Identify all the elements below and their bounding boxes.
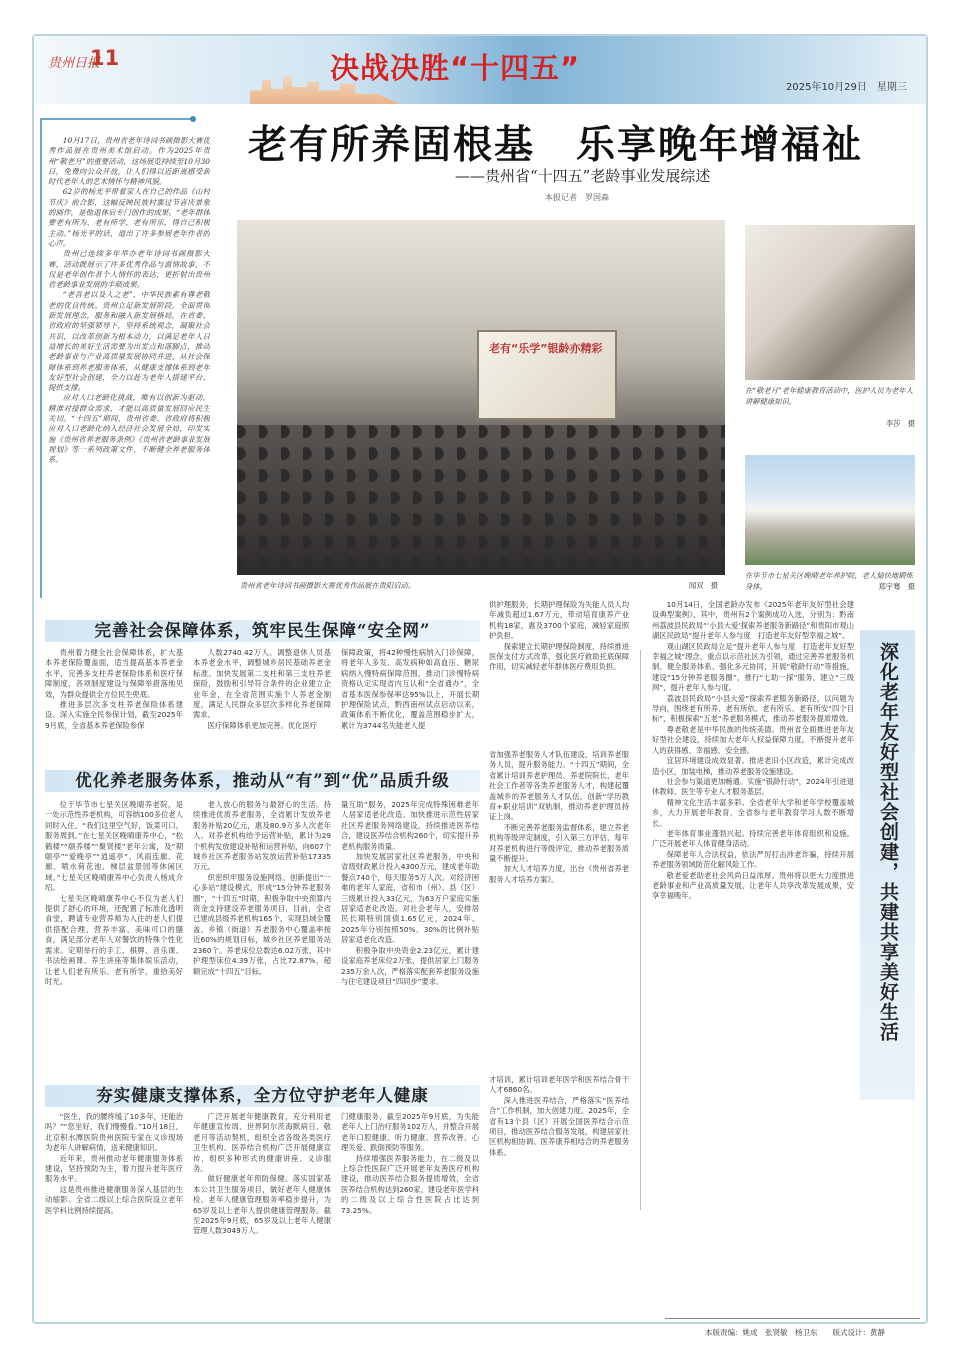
paragraph: 门健康服务，截至2025年9月底，为失能老年人上门治疗服务102万人，并整合开展老年口腔健康、听力健康、营养改善、心理关爱、跌倒预防等服务。	[341, 1112, 479, 1153]
paragraph: 贵州已连续多年举办老年诗词书画摄影大赛，活动既展示了许多优秀作品与温情故事，不仅是老年创作者个人情怀的表达，更折射出贵州省老龄事业发展的丰硕成果。	[48, 249, 210, 290]
text-column	[341, 648, 479, 732]
paragraph: 省加强养老服务人才队伍建设，培训养老服务人员，提升服务能力。“十四五”期间，全省累计培训养老护理员、养老院院长、老年社会工作者等各类养老服务人才，构建起覆盖城乡的养老服务人才队伍。创新“学历教育+职业培训”双轨制，推动养老护理员持证上岗。	[489, 750, 629, 822]
paragraph: 位于毕节市七星关区晚晴养老院，是一处示范性养老机构，可容纳100多位老人同时入住。“我们这里空气好，饭菜可口，服务周到。”在七星关区晚晴康养中心，“松鹤楼”“颐养楼”“聚贤楼”老年公寓，及“期颐亭”“爱晚亭”“逍遥亭”、风雨连廊、花廊、喷水荷花池、梯层盆景园等休闲区域。”七星关区晚晴康养中心负责人杨成介绍。	[45, 800, 183, 893]
nursing-home-photo	[745, 455, 915, 565]
paragraph: 加大人才培养力度，出台《贵州省养老服务人才培养方案》。	[489, 864, 629, 884]
paragraph: 持续增强医养服务能力，在二级及以上综合性医院广泛开展老年友善医疗机构建设，推动医养结合服务提质增效，全省医养结合机构达到260家，建设老年医学科的二级及以上综合性医院占比达到73.25%。	[341, 1153, 479, 1215]
paragraph: 社会参与渠道更加畅通。实施“银龄行动”，2024年引进退休教师、医生等专业人才服务基层。	[652, 776, 854, 797]
text-column	[341, 1112, 479, 1297]
paragraph: 观山湖区民政局立足“提升老年人参与度 打造老年友好型幸福之城”理念，重点以示范社区为引领，通过完善养老服务机制、健全服务体系、强化多元协同，开展“敬龄行动”等措施，建设“15分钟养老服务圈”，推行“七助一探”服务，建立“三级网”，提升老年人参与度。	[652, 641, 854, 693]
paragraph: 广泛开展老年健康教育，充分利用老年健康宣传周、世界阿尔茨海默病日、敬老月等活动契机，组织全省各级各类医疗卫生机构、医养结合机构广泛开展健康宣传，组织多种形式的健康讲座、义诊服务。	[193, 1112, 331, 1174]
paper-logo: 贵州日报	[48, 56, 101, 71]
photo-credit: 郑宇骞 摄	[878, 582, 915, 591]
paragraph: 不断完善养老服务监督体系，建立养老机构等级评定制度，引入第三方评估，每年对养老机构进行等级评定，推动养老服务质量不断提升。	[489, 822, 629, 864]
text-column	[45, 800, 183, 1042]
intro-text	[48, 136, 210, 591]
paragraph: 织密织牢服务设施网络。创新提出“一心多站”建设模式，形成“15分钟养老服务圈”，“十四五”时期，积极争取中央预算内资金支持建设养老服务项目，目前，全省已建成县级养老机构165个，实现县域全覆盖，乡镇（街道）养老服务中心覆盖率接近60%的规划目标，城乡社区养老服务站2360个。养老床位总数达6.02万张，其中护理型床位4.39万张，占比72.87%，超额完成“十四五”目标。	[193, 872, 331, 976]
paragraph: 七星关区晚晴康养中心不仅为老人们提供了舒心的环境，还配置了标准化透明食堂，聘请专业营养师为入住的老人们提供搭配合理、营养丰富、美味可口的膳食，满足部分老年人对餐饮的特殊个性化需求。定期举行的手工、棋牌、音乐课、书法绘画课、养生讲座等集体娱乐活动，让老人们老有所乐、老有所学，重拾美好时光。	[45, 893, 183, 986]
text-column	[193, 800, 331, 1042]
section-heading-elderly-services: 优化养老服务体系，推动从“有”到“优”品质升级	[45, 770, 480, 792]
caption-text: 在毕节市七星关区晚晴老年养护院，老人愉快地锻炼身体。	[745, 571, 913, 591]
editor-credits: 本版责编：姚成 张贤敏 杨卫东 版式设计：黄静	[705, 1328, 885, 1337]
byline: 本报记者 罗国森	[545, 193, 609, 202]
intro-rule	[42, 118, 192, 120]
text-column	[45, 648, 183, 732]
paragraph: 供护理服务，长期护理保险为失能人员人均年减负超过1.67万元，带动培育康养产业机构18家，惠及3700个家庭，减轻家庭照护负担。	[489, 600, 629, 641]
exhibition-board	[477, 330, 617, 420]
photo-credit: 李莎 摄	[885, 419, 915, 428]
paragraph: 荔波县民政局“小县大爱”探索养老服务新路径，以问题为导向，围绕老有所养、老有所依、老有所乐、老有所安“四个目标”，积极探索“五老”养老服务模式，推动养老服务提质增效。	[652, 693, 854, 724]
nursing-photo-caption	[745, 570, 915, 592]
paragraph: 加快发展居家社区养老服务，中央和省级财政累计投入4300万元，建成老年助餐点740个，每天服务5万人次。对经济困难的老年人家庭，省和市（州）、县（区）三级累计投入33亿元，为63万户家庭实施居家适老化改造。对社会老年人，安排居民长期特别国债1.65亿元，2024年、2025年分别按照50%、30%的比例补贴居家适老化改造。	[341, 852, 479, 945]
page-number: 11	[90, 46, 120, 70]
board-text: 老有“乐学”银龄亦精彩	[489, 342, 603, 355]
paragraph: 尊老敬老是中华民族的传统美德。贵州省全面推进老年友好型社会建设，持续加大老年人权益保障力度，不断提升老年人的获得感、幸福感、安全感。	[652, 724, 854, 755]
crowd	[237, 425, 725, 575]
main-photo-caption	[240, 580, 718, 591]
subheadline: ——贵州省“十四五”老龄事业发展综述	[455, 167, 711, 185]
paragraph: 62岁的杨光平带着家人在自己的作品《山村节庆》前合影，这幅反映民族村寨过节喜庆景象的画作，是他退休后专门创作的成果。“老年群体要老有所为、老有所学、老有所乐，得自己积极主动。”杨光平的话，道出了许多参展老年作者的心声。	[48, 187, 210, 248]
text-column	[489, 750, 629, 1060]
section-heading-health-support: 夯实健康支撑体系，全方位守护老年人健康	[45, 1085, 480, 1107]
paragraph: 老人放心的服务与最舒心的生活。持续推进优质养老服务，全省累计发放养老服务补贴20亿元，惠及80.9万多人次老年人。对养老机构给予运营补贴，累计为29个机构发放建设补贴和运营补贴，向607个城乡社区养老服务站发放运营补贴17335万元。	[193, 800, 331, 872]
paragraph: 这是贵州推进健康服务深入基层的生动缩影。全省二级以上综合医院设立老年医学科比例持续提高。	[45, 1184, 183, 1215]
paragraph: 10月17日，贵州省老年诗词书画摄影大赛优秀作品展在贵州美术馆启动。作为2025年贵州“敬老月”的重要活动，这场展览持续至10月30日，免费向公众开放，让人们得以近距离感受新时代老年人的艺术情怀与精神风貌。	[48, 136, 210, 187]
paragraph: “医生，我的腰疼缓了10多年，还能治吗？”“您坐好，我们慢慢看。”10月18日，北京积水潭医院贵州医院专家在义诊现场为老年人讲解病情，送来健康知识。	[45, 1112, 183, 1153]
paragraph: 深入推进医养结合，严格落实“医养结合”工作机制，加大创建力度。2025年，全省有13个县（区）开展全国医养结合示范项目，推动医养结合服务发展，构建居家社区机构相协调、医养康养相结合的养老服务体系。	[489, 1095, 629, 1157]
paragraph: 精神文化生活丰富多彩。全省老年大学和老年学校覆盖城乡，大力开展老年教育，全省参与老年教育学习人数不断增长。	[652, 797, 854, 828]
photo-credit: 闻双 摄	[688, 581, 718, 590]
paragraph: 人数2740.42万人。调整退休人员基本养老金水平，调整城乡居民基础养老金标准。加快发展第二支柱和第三支柱养老保险，鼓励和引导符合条件的企业建立企业年金，在全省范围实施个人养老金制度，满足人民群众多层次多样化养老保障需求。	[193, 648, 331, 720]
paragraph: 医疗保障体系更加完善。优化医疗	[207, 720, 318, 730]
intro-box	[40, 118, 212, 598]
paragraph: 应对人口老龄化挑战，唯有以创新为驱动，精准对接群众需求，才能以高质量发展回应民生关切。“十四五”期间，贵州省委、省政府将积极应对人口老龄化纳入经济社会发展全局，印发实施《贵州省养老服务条例》《贵州省老龄事业发展规划》等一系列政策文件，不断健全养老服务体系。	[48, 393, 210, 465]
caption-text: 在“敬老月”老年健康教育活动中，医护人员为老年人讲解健康知识。	[745, 386, 913, 406]
paragraph: 保障政策，将42种慢性病纳入门诊保障，将老年人多发、高发病种如高血压、糖尿病纳入慢特病保障范围，推动门诊慢特病资格认定实现省内互认和“全省通办”，全省基本医保参保率达95%以上，开展长期护理保险试点，黔西南州试点启动以来，政策体系不断优化，覆盖范围稳步扩大，累计为3744名失能老人提	[341, 648, 479, 730]
health-photo-caption	[745, 385, 915, 429]
paragraph: 做好健康老年预防保健。落实国家基本公共卫生服务项目，做好老年人健康体检，老年人健康管理服务率稳步提升，为65岁及以上老年人提供健康管理服务。截至2025年9月底，65岁及以上老年人健康管理人数3049万人。	[193, 1174, 331, 1236]
column-divider	[640, 650, 641, 1210]
paragraph: 贵州着力健全社会保障体系，扩大基本养老保险覆盖面，适当提高基本养老金水平，完善多支柱养老保险体系和医疗保障制度，各项制度建设与保障举措落地见效，为群众提供全方位民生兜底。	[45, 648, 183, 699]
text-column	[193, 1112, 331, 1297]
health-education-photo	[745, 225, 915, 380]
headline: 老有所养固根基 乐享晚年增福祉	[248, 123, 864, 168]
text-column	[193, 648, 331, 732]
section-heading-social-security: 完善社会保障体系，筑牢民生保障“安全网”	[45, 620, 480, 642]
paragraph: 老年体育事业蓬勃兴起。持续完善老年体育组织和设施，广泛开展老年人体育健身活动。	[652, 828, 854, 849]
issue-date: 2025年10月29日 星期三	[786, 82, 907, 93]
paragraph: 敬老爱老助老社会风尚日益浓厚。贵州将以更大力度推进老龄事业和产业高质量发展，让老年人共享改革发展成果，安享幸福晚年。	[652, 870, 854, 901]
text-column	[45, 1112, 183, 1297]
paragraph: 才培训，累计培训老年医学和医养结合骨干人才6860名。	[489, 1075, 629, 1095]
paragraph: 量互助”服务，2025年完成特殊困难老年人居家适老化改造。加快推进示范性居家社区养老服务网络建设，持续推进医养结合，建设医养结合机构260个，切实提升养老机构服务质量。	[341, 800, 479, 851]
text-column	[489, 1075, 629, 1297]
footer-rule	[665, 1318, 920, 1319]
caption-text: 贵州省老年诗词书画摄影大赛优秀作品展在贵阳启动。	[240, 581, 416, 590]
paragraph: 保障老年人合法权益，依法严厉打击涉老诈骗，持续开展养老服务领域防范化解风险工作。	[652, 849, 854, 870]
text-column	[489, 600, 629, 735]
paragraph: 探索建立长期护理保险制度，持续推进医保支付方式改革，强化医疗救助托底保障作用，切实减轻老年群体医疗费用负担。	[489, 641, 629, 672]
paragraph: 积极争取中央资金2.23亿元，累计建设家庭养老床位2万张，提供居家上门服务235万余人次，严格落实配套养老服务设施与住宅建设项目“四同步”要求。	[341, 945, 479, 986]
column-banner: 决战决胜“十四五”	[330, 51, 581, 85]
text-column	[341, 800, 479, 1042]
section-heading-age-friendly-society: 深化老年友好型社会创建，共建共享美好生活	[860, 630, 915, 1100]
paragraph: “老吾老以及人之老”，中华民族素有尊老敬老的优良传统。贵州立足新发展阶段，全面贯彻新发展理念，服务和融入新发展格局，在省委、省政府的坚强领导下，坚持系统观念，凝聚社会共识，以改革创新为根本动力，以满足老年人日益增长的美好生活需要为出发点和落脚点，推动老龄事业与产业高质量发展协同并进。从社会保障体系到养老服务体系，从健康支撑体系到老年友好型社会创建，全力以赴为老年人搭建平台、提供支撑。	[48, 290, 210, 393]
main-photo	[237, 220, 725, 575]
paragraph: 10月14日，全国老龄办发布《2025年老年友好型社会建设典型案例》，其中，贵州有2个案例成功入选，分别为：黔南州荔波县民政局“‘小县大爱’探索养老服务新路径”和贵阳市观山湖区民政局“提升老年人参与度 打造老年友好型幸福之城”。	[652, 600, 854, 641]
paragraph: 推进多层次多支柱养老保险体系建设。深入实施全民参保计划，截至2025年9月底，全省基本养老保险参保	[45, 700, 183, 730]
right-text-column	[652, 600, 854, 1300]
paragraph: 近年来，贵州推动老年健康服务体系建设，坚持预防为主，着力提升老年医疗服务水平。	[45, 1153, 183, 1184]
paragraph: 宜居环境建设成效显著。推进老旧小区改造，累计完成改造小区，加装电梯，推动养老服务设施建设。	[652, 756, 854, 776]
